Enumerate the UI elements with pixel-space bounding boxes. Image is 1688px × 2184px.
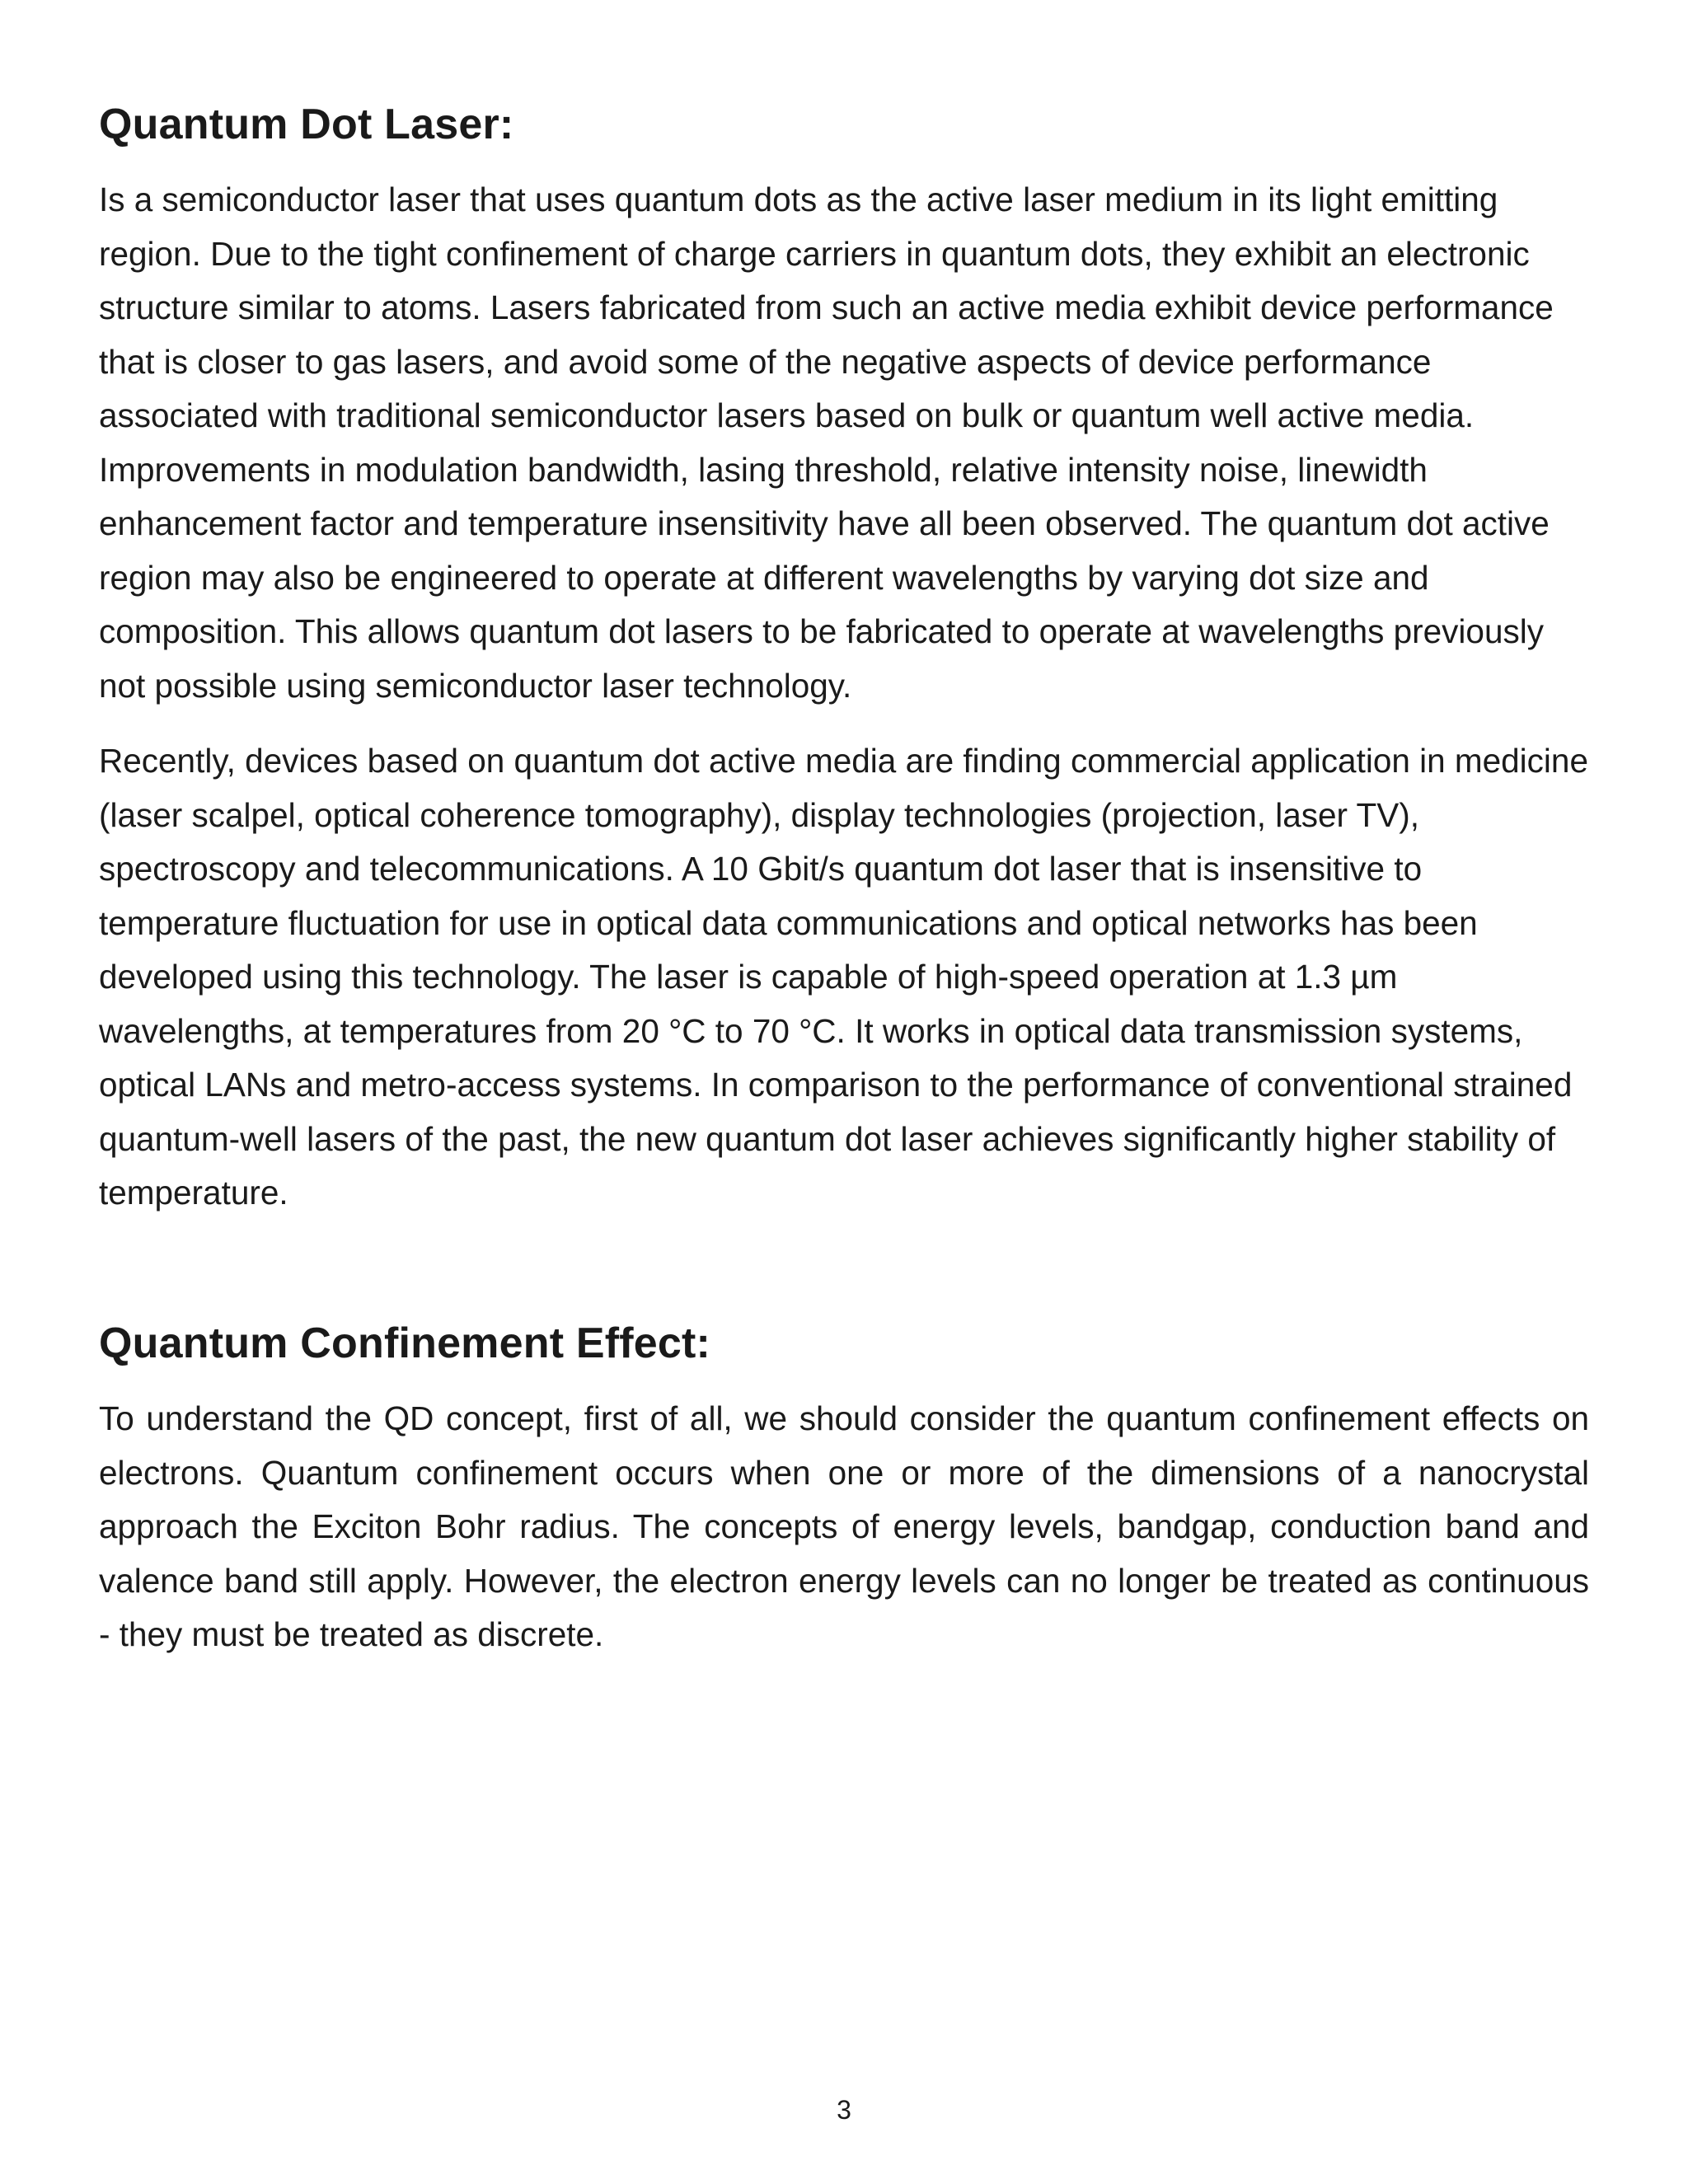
page-number: 3 bbox=[837, 2095, 851, 2125]
section-heading: Quantum Confinement Effect: bbox=[99, 1319, 711, 1367]
section-quantum-dot-laser bbox=[99, 99, 1589, 1221]
section-spacer bbox=[99, 1242, 1589, 1318]
paragraph: To understand the QD concept, first of all, we should consider the quantum confinement effects on electrons. Quantum confinement occurs when one or more of the dimensions of a nanocrystal approach the Exciton Bohr radius. The concepts of energy levels, bandgap, conduction band and valence band still apply. However, the electron energy levels can no longer be treated as continuous - they must be treated as discrete. bbox=[99, 1399, 1589, 1654]
paragraph: Recently, devices based on quantum dot active media are finding commercial application in medicine (laser scalpel, optical coherence tomography), display technologies (projection, laser TV), spectroscopy and telecommunications. A 10 Gbit/s quantum dot laser that is insensitive to temperature fluctuation for use in optical data communications and optical networks has been developed using this technology. The laser is capable of high-speed operation at 1.3 µm wavelengths, at temperatures from 20 °C to 70 °C. It works in optical data transmission systems, optical LANs and metro-access systems. In comparison to the performance of conventional strained quantum-well lasers of the past, the new quantum dot laser achieves significantly higher stability of temperature. bbox=[99, 742, 1588, 1212]
page-content bbox=[99, 99, 1589, 1684]
section-heading: Quantum Dot Laser: bbox=[99, 101, 514, 148]
section-quantum-confinement-effect bbox=[99, 1318, 1589, 1662]
paragraph: Is a semiconductor laser that uses quantum dots as the active laser medium in its light emitting region. Due to the tight confinement of charge carriers in quantum dots, they exhibit an electronic structure similar to atoms. Lasers fabricated from such an active media exhibit device performance that is closer to gas lasers, and avoid some of the negative aspects of device performance associated with traditional semiconductor lasers based on bulk or quantum well active media. Improvements in modulation bandwidth, lasing threshold, relative intensity noise, linewidth enhancement factor and temperature insensitivity have all been observed. The quantum dot active region may also be engineered to operate at different wavelengths by varying dot size and composition. This allows quantum dot lasers to be fabricated to operate at wavelengths previously not possible using semiconductor laser technology. bbox=[99, 180, 1554, 705]
